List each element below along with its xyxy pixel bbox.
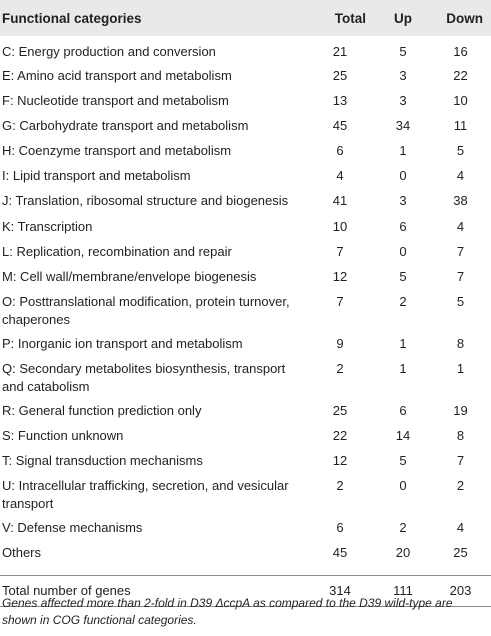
up-cell: 2 [399, 293, 407, 309]
down-cell: 5 [456, 293, 465, 309]
totals-down: 203 [430, 576, 491, 607]
down-cell: 19 [453, 402, 468, 418]
down-cell: 4 [456, 520, 465, 536]
up-cell: 5 [399, 453, 407, 469]
down-cell: 16 [453, 44, 468, 59]
category-cell: M: Cell wall/membrane/envelope biogenesis [2, 268, 257, 284]
totals-total: 314 [304, 576, 376, 607]
total-cell: 2 [336, 478, 344, 494]
table-row [0, 400, 491, 425]
total-cell: 2 [336, 360, 344, 376]
table-row [0, 358, 491, 400]
table-footnote [2, 595, 487, 629]
down-cell: 10 [453, 93, 468, 109]
down-cell: 22 [453, 68, 468, 83]
category-cell: L: Replication, recombination and repair [2, 243, 232, 259]
table-row [0, 165, 491, 190]
category-cell: S: Function unknown [2, 428, 124, 444]
category-cell: K: Transcription [2, 218, 93, 234]
total-cell: 12 [332, 268, 348, 284]
totals-up: 111 [376, 576, 430, 607]
down-cell: 5 [456, 143, 465, 159]
category-cell: H: Coenzyme transport and metabolism [2, 143, 232, 159]
down-cell: 4 [456, 168, 465, 184]
table-row [0, 542, 491, 567]
table-body [0, 36, 491, 607]
down-cell: 7 [456, 453, 465, 469]
up-cell: 5 [399, 268, 407, 284]
table-row [0, 291, 491, 333]
up-cell: 1 [399, 143, 407, 159]
category-cell: T: Signal transduction mechanisms [2, 453, 203, 469]
footnote-text: Genes affected more than 2-fold in D39 ΔccpA as compared to the D39 wild-type are shown in COG functional categories. [2, 596, 453, 627]
up-cell: 6 [399, 402, 407, 418]
up-cell: 0 [399, 478, 407, 494]
table-row [0, 216, 491, 241]
category-cell: P: Inorganic ion transport and metabolism [2, 335, 243, 351]
category-cell: F: Nucleotide transport and metabolism [2, 93, 229, 109]
total-cell: 6 [336, 520, 344, 536]
category-cell: I: Lipid transport and metabolism [2, 168, 191, 184]
total-cell: 13 [332, 93, 348, 109]
table-row [0, 241, 491, 266]
table-row [0, 266, 491, 291]
up-cell: 1 [399, 335, 407, 351]
category-cell: U: Intracellular trafficking, secretion, and vesicular transport [2, 478, 289, 512]
category-cell: Others [2, 545, 42, 561]
table-row [0, 140, 491, 165]
header-row [0, 0, 491, 36]
header-up: Up [394, 10, 412, 26]
table-row [0, 65, 491, 90]
table-row [0, 517, 491, 542]
down-cell: 8 [456, 335, 465, 351]
header-down: Down [446, 10, 483, 26]
down-cell: 4 [456, 218, 465, 234]
table-row [0, 450, 491, 475]
category-cell: V: Defense mechanisms [2, 520, 143, 536]
down-cell: 38 [453, 193, 468, 209]
total-cell: 25 [332, 68, 348, 83]
category-cell: C: Energy production and conversion [2, 44, 216, 59]
total-cell: 45 [332, 545, 348, 561]
up-cell: 3 [399, 193, 407, 209]
total-cell: 12 [332, 453, 348, 469]
category-cell: E: Amino acid transport and metabolism [2, 68, 232, 83]
category-cell: O: Posttranslational modification, protein turnover, chaperones [2, 293, 290, 327]
up-cell: 0 [399, 168, 407, 184]
total-cell: 45 [332, 118, 348, 134]
up-cell: 20 [395, 545, 411, 561]
up-cell: 2 [399, 520, 407, 536]
header-category: Functional categories [2, 10, 142, 26]
up-cell: 34 [395, 118, 411, 134]
total-cell: 4 [336, 168, 344, 184]
table-row [0, 333, 491, 358]
table-row [0, 36, 491, 65]
table-row [0, 475, 491, 517]
category-cell: Q: Secondary metabolites biosynthesis, transport and catabolism [2, 360, 286, 394]
up-cell: 3 [399, 68, 407, 83]
total-cell: 22 [332, 428, 348, 444]
down-cell: 7 [456, 243, 465, 259]
down-cell: 7 [456, 268, 465, 284]
category-cell: R: General function prediction only [2, 402, 202, 418]
category-cell: J: Translation, ribosomal structure and biogenesis [2, 193, 289, 209]
up-cell: 6 [399, 218, 407, 234]
spacer-row [0, 567, 491, 576]
total-cell: 10 [332, 218, 348, 234]
total-cell: 9 [336, 335, 344, 351]
table-row [0, 425, 491, 450]
header-total: Total [334, 10, 366, 26]
total-cell: 25 [332, 402, 348, 418]
category-cell: G: Carbohydrate transport and metabolism [2, 118, 249, 134]
total-cell: 41 [332, 193, 348, 209]
down-cell: 25 [453, 545, 468, 561]
table-row [0, 190, 491, 215]
down-cell: 2 [456, 478, 465, 494]
total-cell: 7 [336, 293, 344, 309]
table-row [0, 90, 491, 115]
down-cell: 1 [456, 360, 465, 376]
up-cell: 14 [395, 428, 411, 444]
up-cell: 3 [399, 93, 407, 109]
up-cell: 0 [399, 243, 407, 259]
total-cell: 6 [336, 143, 344, 159]
down-cell: 8 [456, 428, 465, 444]
up-cell: 5 [399, 44, 407, 59]
totals-label: Total number of genes [0, 576, 304, 607]
down-cell: 11 [453, 118, 468, 134]
up-cell: 1 [399, 360, 407, 376]
total-cell: 7 [336, 243, 344, 259]
total-cell: 21 [332, 44, 348, 59]
table-row [0, 115, 491, 140]
